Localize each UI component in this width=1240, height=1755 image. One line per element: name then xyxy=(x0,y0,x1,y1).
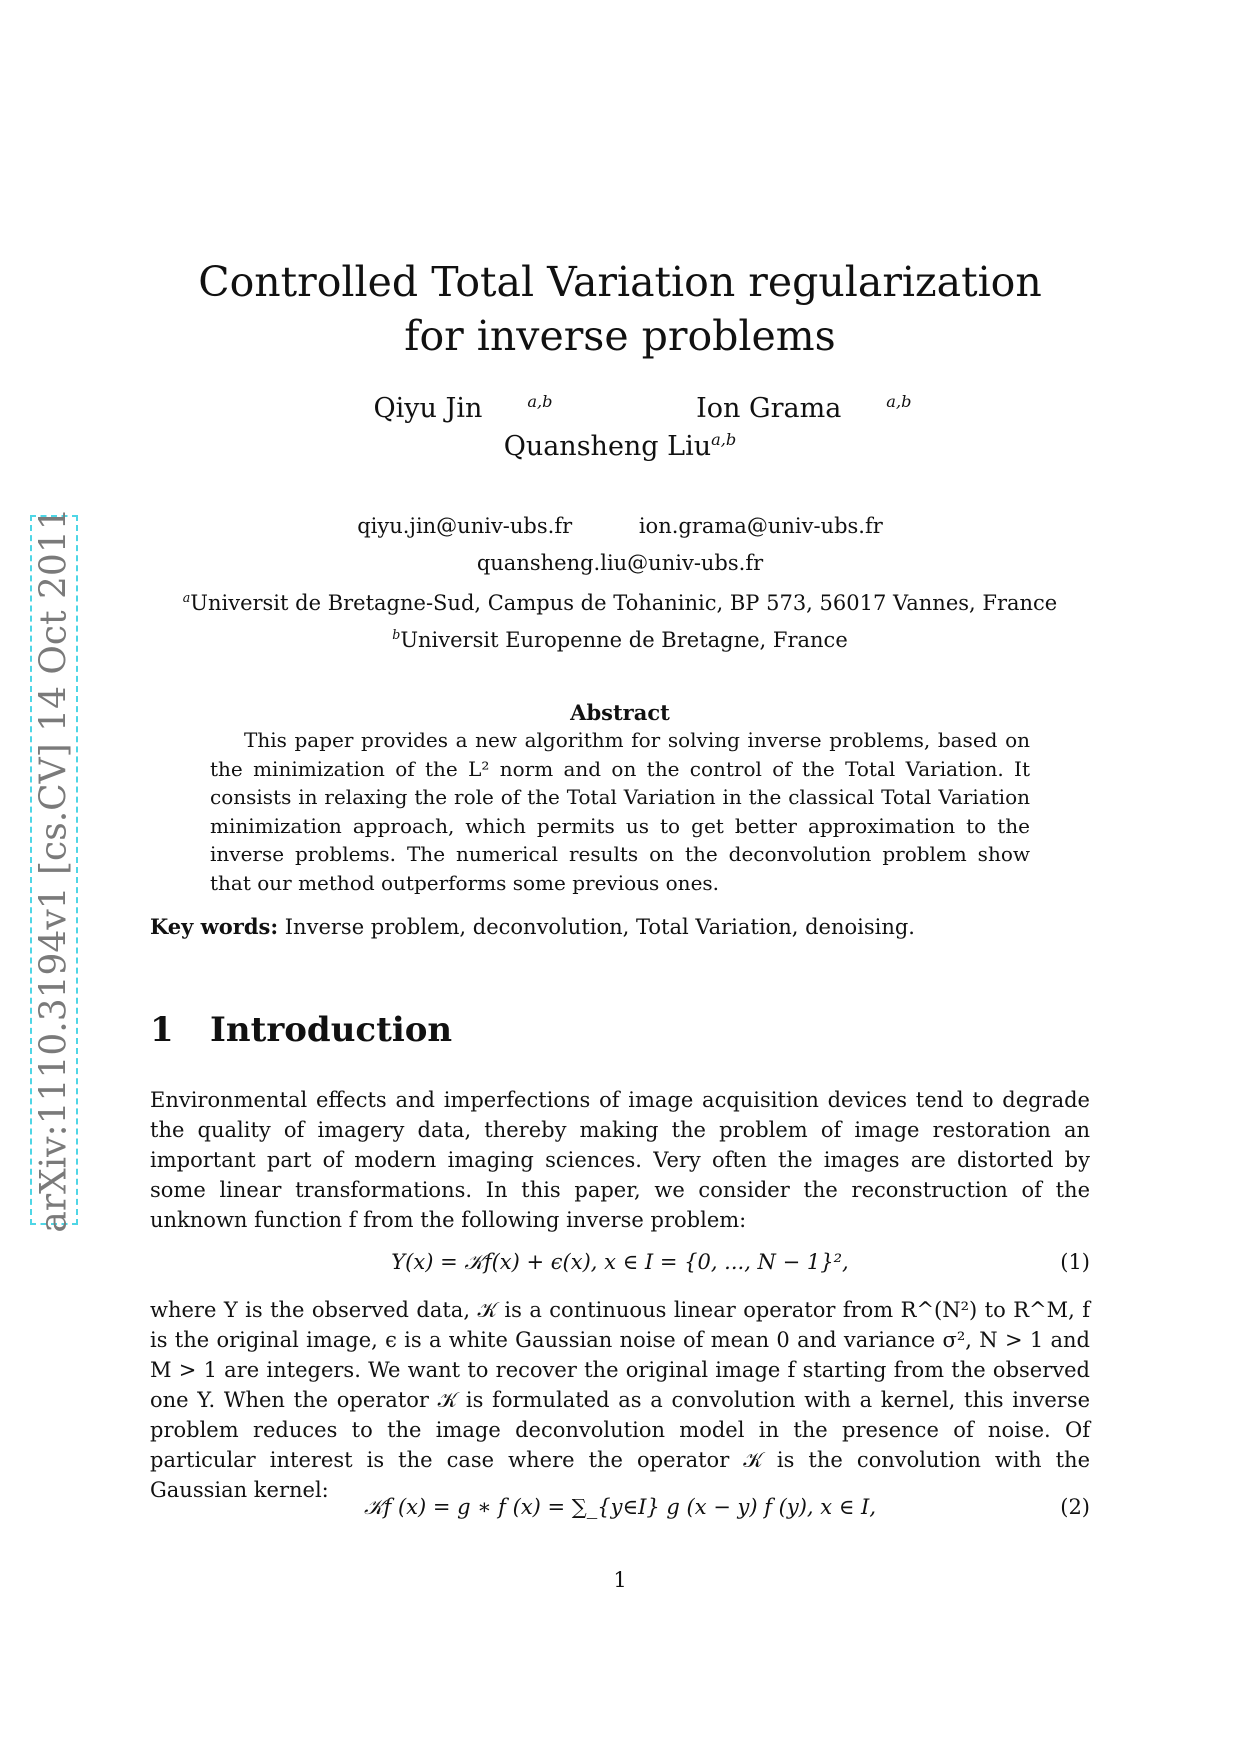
author-2 xyxy=(651,390,911,428)
keywords-label: Key words: xyxy=(150,914,279,939)
keywords-text: Inverse problem, deconvolution, Total Variation, denoising. xyxy=(284,915,915,939)
abstract-text: This paper provides a new algorithm for solving inverse problems, based on the minimization of the L² norm and on the control of the Total Variation. It consists in relaxing the role of the Total Variation in the classical Total Variation minimization approach, which permits us to get better approximation to the inverse problems. The numerical results on the deconvolution problem show that our method outperforms some previous ones. xyxy=(210,728,1030,895)
author-1-name: Qiyu Jin xyxy=(373,393,483,424)
section-number: 1 xyxy=(150,1010,174,1050)
author-2-name: Ion Grama xyxy=(696,393,842,424)
author-3-affil: a,b xyxy=(711,430,737,449)
affiliations xyxy=(0,585,1240,659)
author-3 xyxy=(0,428,1240,466)
equation-2-body: 𝒦f (x) = g ∗ f (x) = ∑_{y∈I} g (x − y) f (y), x ∈ I, xyxy=(363,1495,876,1519)
email-3[interactable]: quansheng.liu@univ-ubs.fr xyxy=(476,551,764,575)
author-1-affil: a,b xyxy=(527,392,553,411)
emails xyxy=(0,508,1240,582)
section-title: Introduction xyxy=(210,1010,453,1050)
equation-2-number: (2) xyxy=(1060,1495,1090,1519)
equation-1-number: (1) xyxy=(1060,1250,1090,1274)
affiliation-b-text: Universit Europenne de Bretagne, France xyxy=(400,628,848,652)
affiliation-a xyxy=(0,585,1240,622)
affiliation-a-mark: a xyxy=(182,590,191,605)
affiliation-a-text: Universit de Bretagne-Sud, Campus de Tohaninic, BP 573, 56017 Vannes, France xyxy=(190,591,1058,615)
arxiv-stamp[interactable]: arXiv:1110.3194v1 [cs.CV] 14 Oct 2011 xyxy=(33,507,75,1233)
author-2-affil: a,b xyxy=(886,392,912,411)
section-heading xyxy=(150,1010,452,1050)
author-1 xyxy=(329,390,553,428)
intro-paragraph-2: where Y is the observed data, 𝒦 is a continuous linear operator from R^(N²) to R^M, f is the original image, ϵ is a white Gaussian noise of mean 0 and variance σ², N > 1 and M > 1 are integers. We want to recover the original image f starting from the observed one Y. When the operator 𝒦 is formulated as a convolution with a kernel, this inverse problem reduces to the image deconvolution model in the presence of noise. Of particular interest is the case where the operator 𝒦 is the convolution with the Gaussian kernel: xyxy=(150,1298,1090,1502)
affiliation-b xyxy=(0,622,1240,659)
paper-title xyxy=(0,255,1240,363)
title-line-1: Controlled Total Variation regularization xyxy=(198,258,1042,306)
page-number: 1 xyxy=(613,1568,627,1592)
keywords xyxy=(150,912,1090,942)
author-3-name: Quansheng Liu xyxy=(503,431,712,462)
authors xyxy=(0,390,1240,466)
equation-1 xyxy=(150,1250,1090,1280)
affiliation-b-mark: b xyxy=(392,627,401,642)
equation-1-body: Y(x) = 𝒦f(x) + ϵ(x), x ∈ I = {0, ..., N − 1}², xyxy=(391,1250,849,1274)
email-1[interactable]: qiyu.jin@univ-ubs.fr xyxy=(357,514,573,538)
abstract-heading: Abstract xyxy=(570,700,670,725)
title-line-2: for inverse problems xyxy=(404,312,836,360)
intro-paragraph-1: Environmental effects and imperfections of image acquisition devices tend to degrade the quality of imagery data, thereby making the problem of image restoration an important part of modern imaging sciences. Very often the images are distorted by some linear transformations. In this paper, we consider the reconstruction of the unknown function f from the following inverse problem: xyxy=(150,1088,1090,1232)
equation-2 xyxy=(150,1495,1090,1525)
email-2[interactable]: ion.grama@univ-ubs.fr xyxy=(638,514,883,538)
